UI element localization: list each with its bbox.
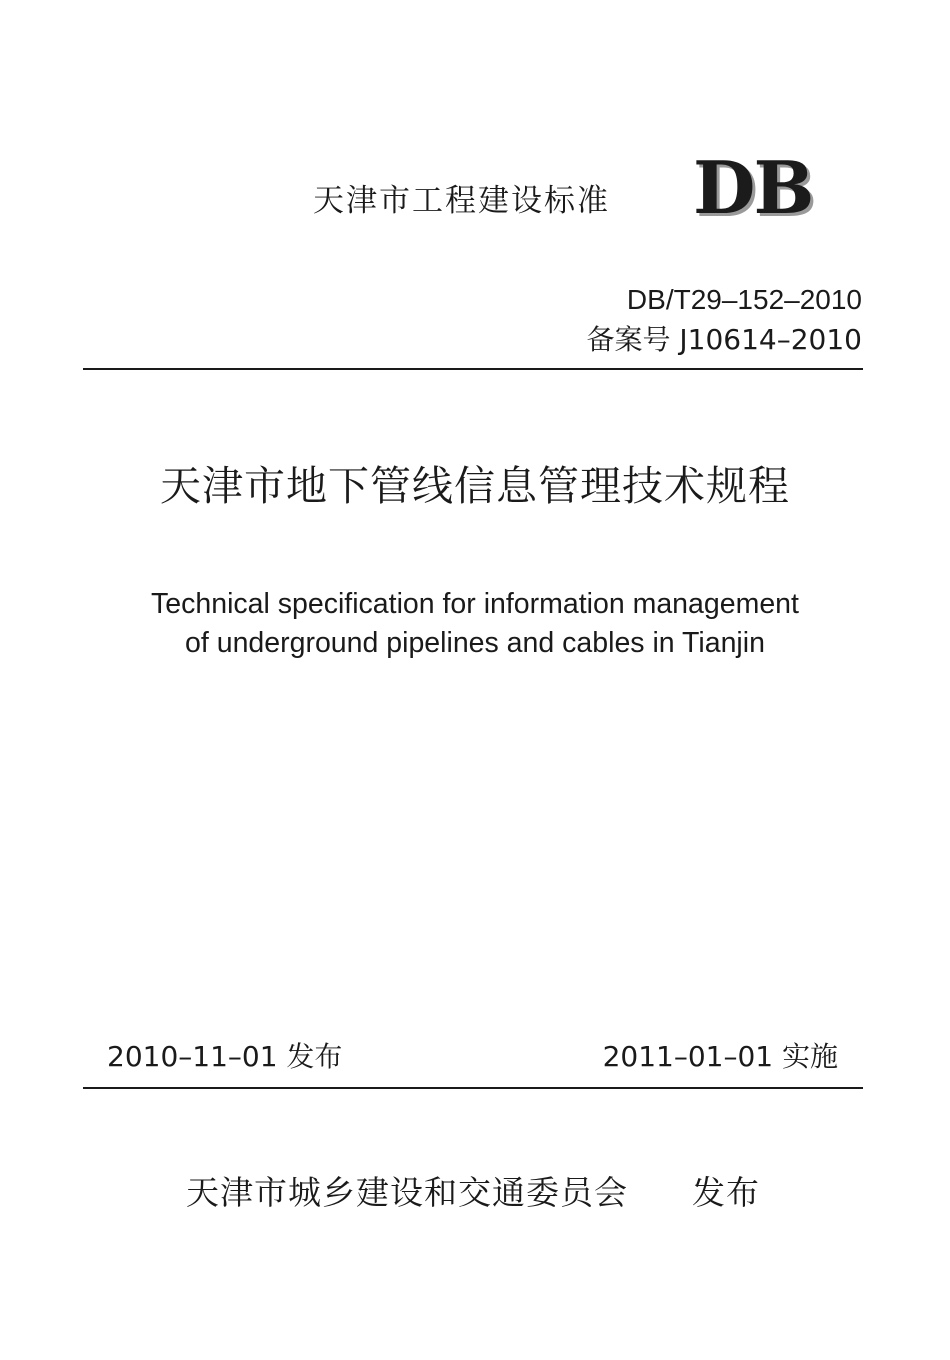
- record-number: 备案号 J10614–2010: [586, 323, 862, 356]
- english-title-line-2: of underground pipelines and cables in Tianjin: [185, 627, 765, 659]
- document-title-chinese: 天津市地下管线信息管理技术规程: [160, 462, 790, 510]
- standard-number: DB/T29–152–2010: [626, 284, 862, 315]
- effective-date: 2011–01–01 实施: [602, 1040, 838, 1073]
- top-divider: [83, 368, 863, 370]
- issue-date: 2010–11–01 发布: [107, 1040, 343, 1073]
- english-title-line-1: Technical specification for information management: [151, 588, 799, 620]
- document-title-english: [0, 585, 950, 663]
- publisher-name: 天津市城乡建设和交通委员会: [186, 1173, 628, 1212]
- standard-series-label: 天津市工程建设标准: [313, 183, 610, 219]
- bottom-divider: [83, 1087, 863, 1089]
- db-logo-mark: DB: [693, 145, 813, 230]
- publish-label: 发布: [692, 1173, 760, 1212]
